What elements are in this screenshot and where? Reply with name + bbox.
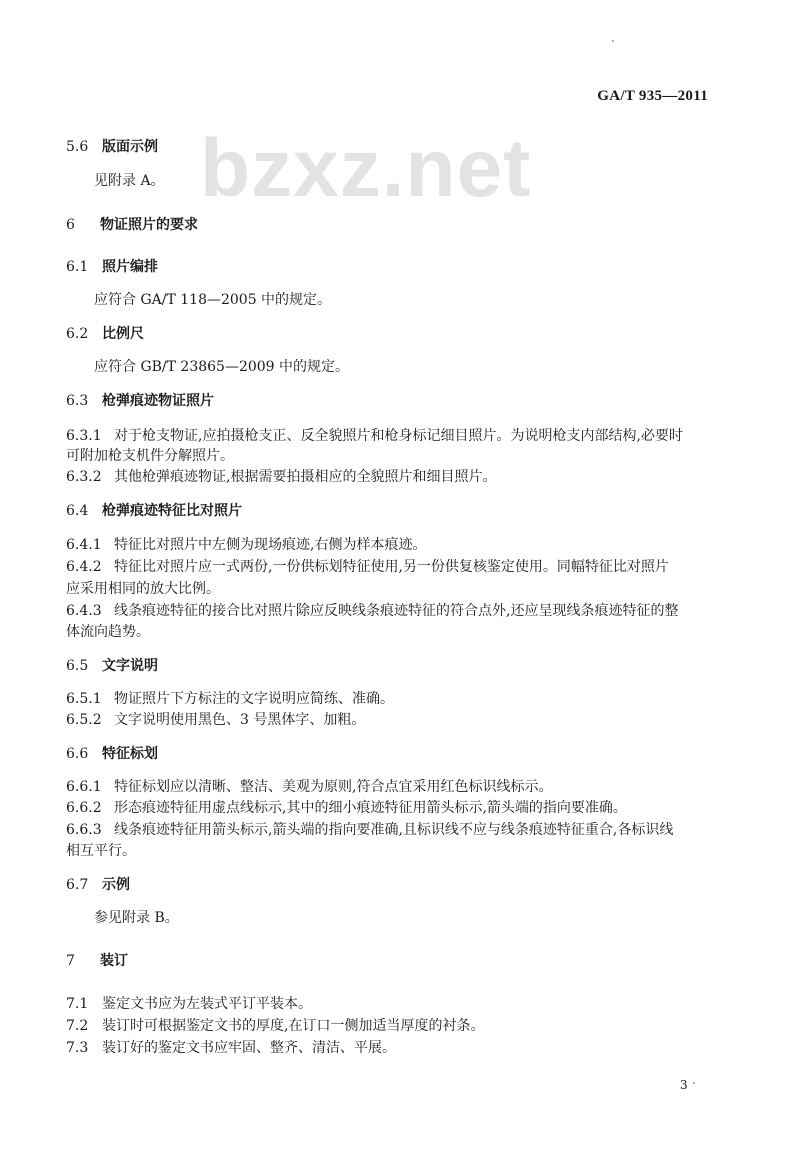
section-5-6-heading (66, 136, 716, 158)
clause-number: 6.4.3 (66, 603, 102, 619)
clause-text: 鉴定文书应为左装式平订平装本。 (102, 996, 312, 1012)
watermark: bzxz.net (200, 123, 532, 214)
section-6-heading (66, 214, 716, 236)
clause-6-4-3-continued: 体流向趋势。 (66, 624, 150, 640)
clause-number: 6.3.1 (66, 428, 102, 444)
section-6-6-heading (66, 743, 716, 765)
clause-number: 6.4.2 (66, 559, 102, 575)
clause-number: 6.6.1 (66, 779, 102, 795)
section-6-4-heading (66, 500, 716, 522)
section-6-1-heading (66, 256, 716, 278)
clause-number: 6.6.3 (66, 822, 102, 838)
section-title: 枪弹痕迹特征比对照片 (102, 503, 242, 519)
clause-6-4-1 (66, 534, 716, 556)
section-number: 6.1 (66, 259, 89, 275)
clause-text: 线条痕迹特征的接合比对照片除应反映线条痕迹特征的符合点外,还应呈现线条痕迹特征的整 (114, 603, 679, 619)
clause-number: 6.3.2 (66, 469, 102, 485)
clause-text: 特征标划应以清晰、整洁、美观为原则,符合点宜采用红色标识线标示。 (114, 779, 553, 795)
section-6-2-heading (66, 323, 716, 345)
clause-number: 6.5.2 (66, 712, 102, 728)
section-5-6-body: 见附录 A。 (94, 173, 165, 189)
section-number: 6.7 (66, 877, 89, 893)
clause-number: 7.1 (66, 996, 89, 1012)
clause-6-3-1-continued: 可附加枪支机件分解照片。 (66, 448, 234, 464)
section-number: 6.3 (66, 393, 89, 409)
section-number: 7 (66, 953, 75, 969)
clause-text: 文字说明使用黑色、3 号黑体字、加粗。 (114, 712, 366, 728)
clause-7-3 (66, 1037, 716, 1059)
section-title: 特征标划 (102, 746, 158, 762)
clause-text: 特征比对照片中左侧为现场痕迹,右侧为样本痕迹。 (114, 537, 427, 553)
clause-7-1 (66, 993, 716, 1015)
section-number: 6 (66, 217, 75, 233)
clause-6-6-2 (66, 797, 716, 819)
clause-6-5-2 (66, 709, 716, 731)
clause-text: 装订好的鉴定文书应牢固、整齐、清洁、平展。 (102, 1040, 396, 1056)
section-6-2-body: 应符合 GB/T 23865—2009 中的规定。 (94, 359, 350, 375)
section-6-7-body: 参见附录 B。 (94, 910, 179, 926)
section-6-5-heading (66, 655, 716, 677)
section-title: 文字说明 (102, 658, 158, 674)
section-title: 版面示例 (102, 139, 158, 155)
section-number: 6.2 (66, 326, 89, 342)
clause-text: 物证照片下方标注的文字说明应简练、准确。 (114, 691, 394, 707)
scan-speck (612, 40, 614, 42)
clause-6-3-1 (66, 425, 716, 447)
clause-number: 6.5.1 (66, 691, 102, 707)
section-7-heading (66, 950, 716, 972)
clause-text: 特征比对照片应一式两份,一份供标划特征使用,另一份供复核鉴定使用。同幅特征比对照片 (114, 559, 669, 575)
clause-6-6-3-continued: 相互平行。 (66, 843, 136, 859)
scan-speck (693, 1082, 695, 1084)
section-number: 5.6 (66, 139, 89, 155)
clause-6-6-3 (66, 819, 716, 841)
section-number: 6.4 (66, 503, 89, 519)
clause-6-4-2-continued: 应采用相同的放大比例。 (66, 581, 220, 597)
clause-6-4-3 (66, 600, 716, 622)
section-title: 示例 (102, 877, 130, 893)
standard-code-header: GA/T 935—2011 (597, 88, 708, 104)
section-title: 装订 (100, 953, 128, 969)
clause-text: 形态痕迹特征用虚点线标示,其中的细小痕迹特征用箭头标示,箭头端的指向要准确。 (114, 800, 627, 816)
clause-6-5-1 (66, 688, 716, 710)
section-6-3-heading (66, 390, 716, 412)
section-title: 枪弹痕迹物证照片 (102, 393, 214, 409)
clause-6-4-2 (66, 556, 716, 578)
page-number: 3 (680, 1078, 688, 1092)
clause-7-2 (66, 1015, 716, 1037)
clause-6-3-2 (66, 466, 716, 488)
section-6-1-body: 应符合 GA/T 118—2005 中的规定。 (94, 292, 332, 308)
clause-text: 其他枪弹痕迹物证,根据需要拍摄相应的全貌照片和细目照片。 (114, 469, 497, 485)
section-number: 6.6 (66, 746, 89, 762)
clause-number: 7.2 (66, 1018, 89, 1034)
clause-text: 对于枪支物证,应拍摄枪支正、反全貌照片和枪身标记细目照片。为说明枪支内部结构,必要时 (114, 428, 683, 444)
section-6-7-heading (66, 874, 716, 896)
clause-text: 装订时可根据鉴定文书的厚度,在订口一侧加适当厚度的衬条。 (102, 1018, 485, 1034)
clause-number: 7.3 (66, 1040, 89, 1056)
section-title: 照片编排 (102, 259, 158, 275)
section-title: 比例尺 (102, 326, 144, 342)
clause-number: 6.4.1 (66, 537, 102, 553)
clause-number: 6.6.2 (66, 800, 102, 816)
clause-6-6-1 (66, 776, 716, 798)
clause-text: 线条痕迹特征用箭头标示,箭头端的指向要准确,且标识线不应与线条痕迹特征重合,各标识线 (114, 822, 674, 838)
section-title: 物证照片的要求 (100, 217, 198, 233)
section-number: 6.5 (66, 658, 89, 674)
